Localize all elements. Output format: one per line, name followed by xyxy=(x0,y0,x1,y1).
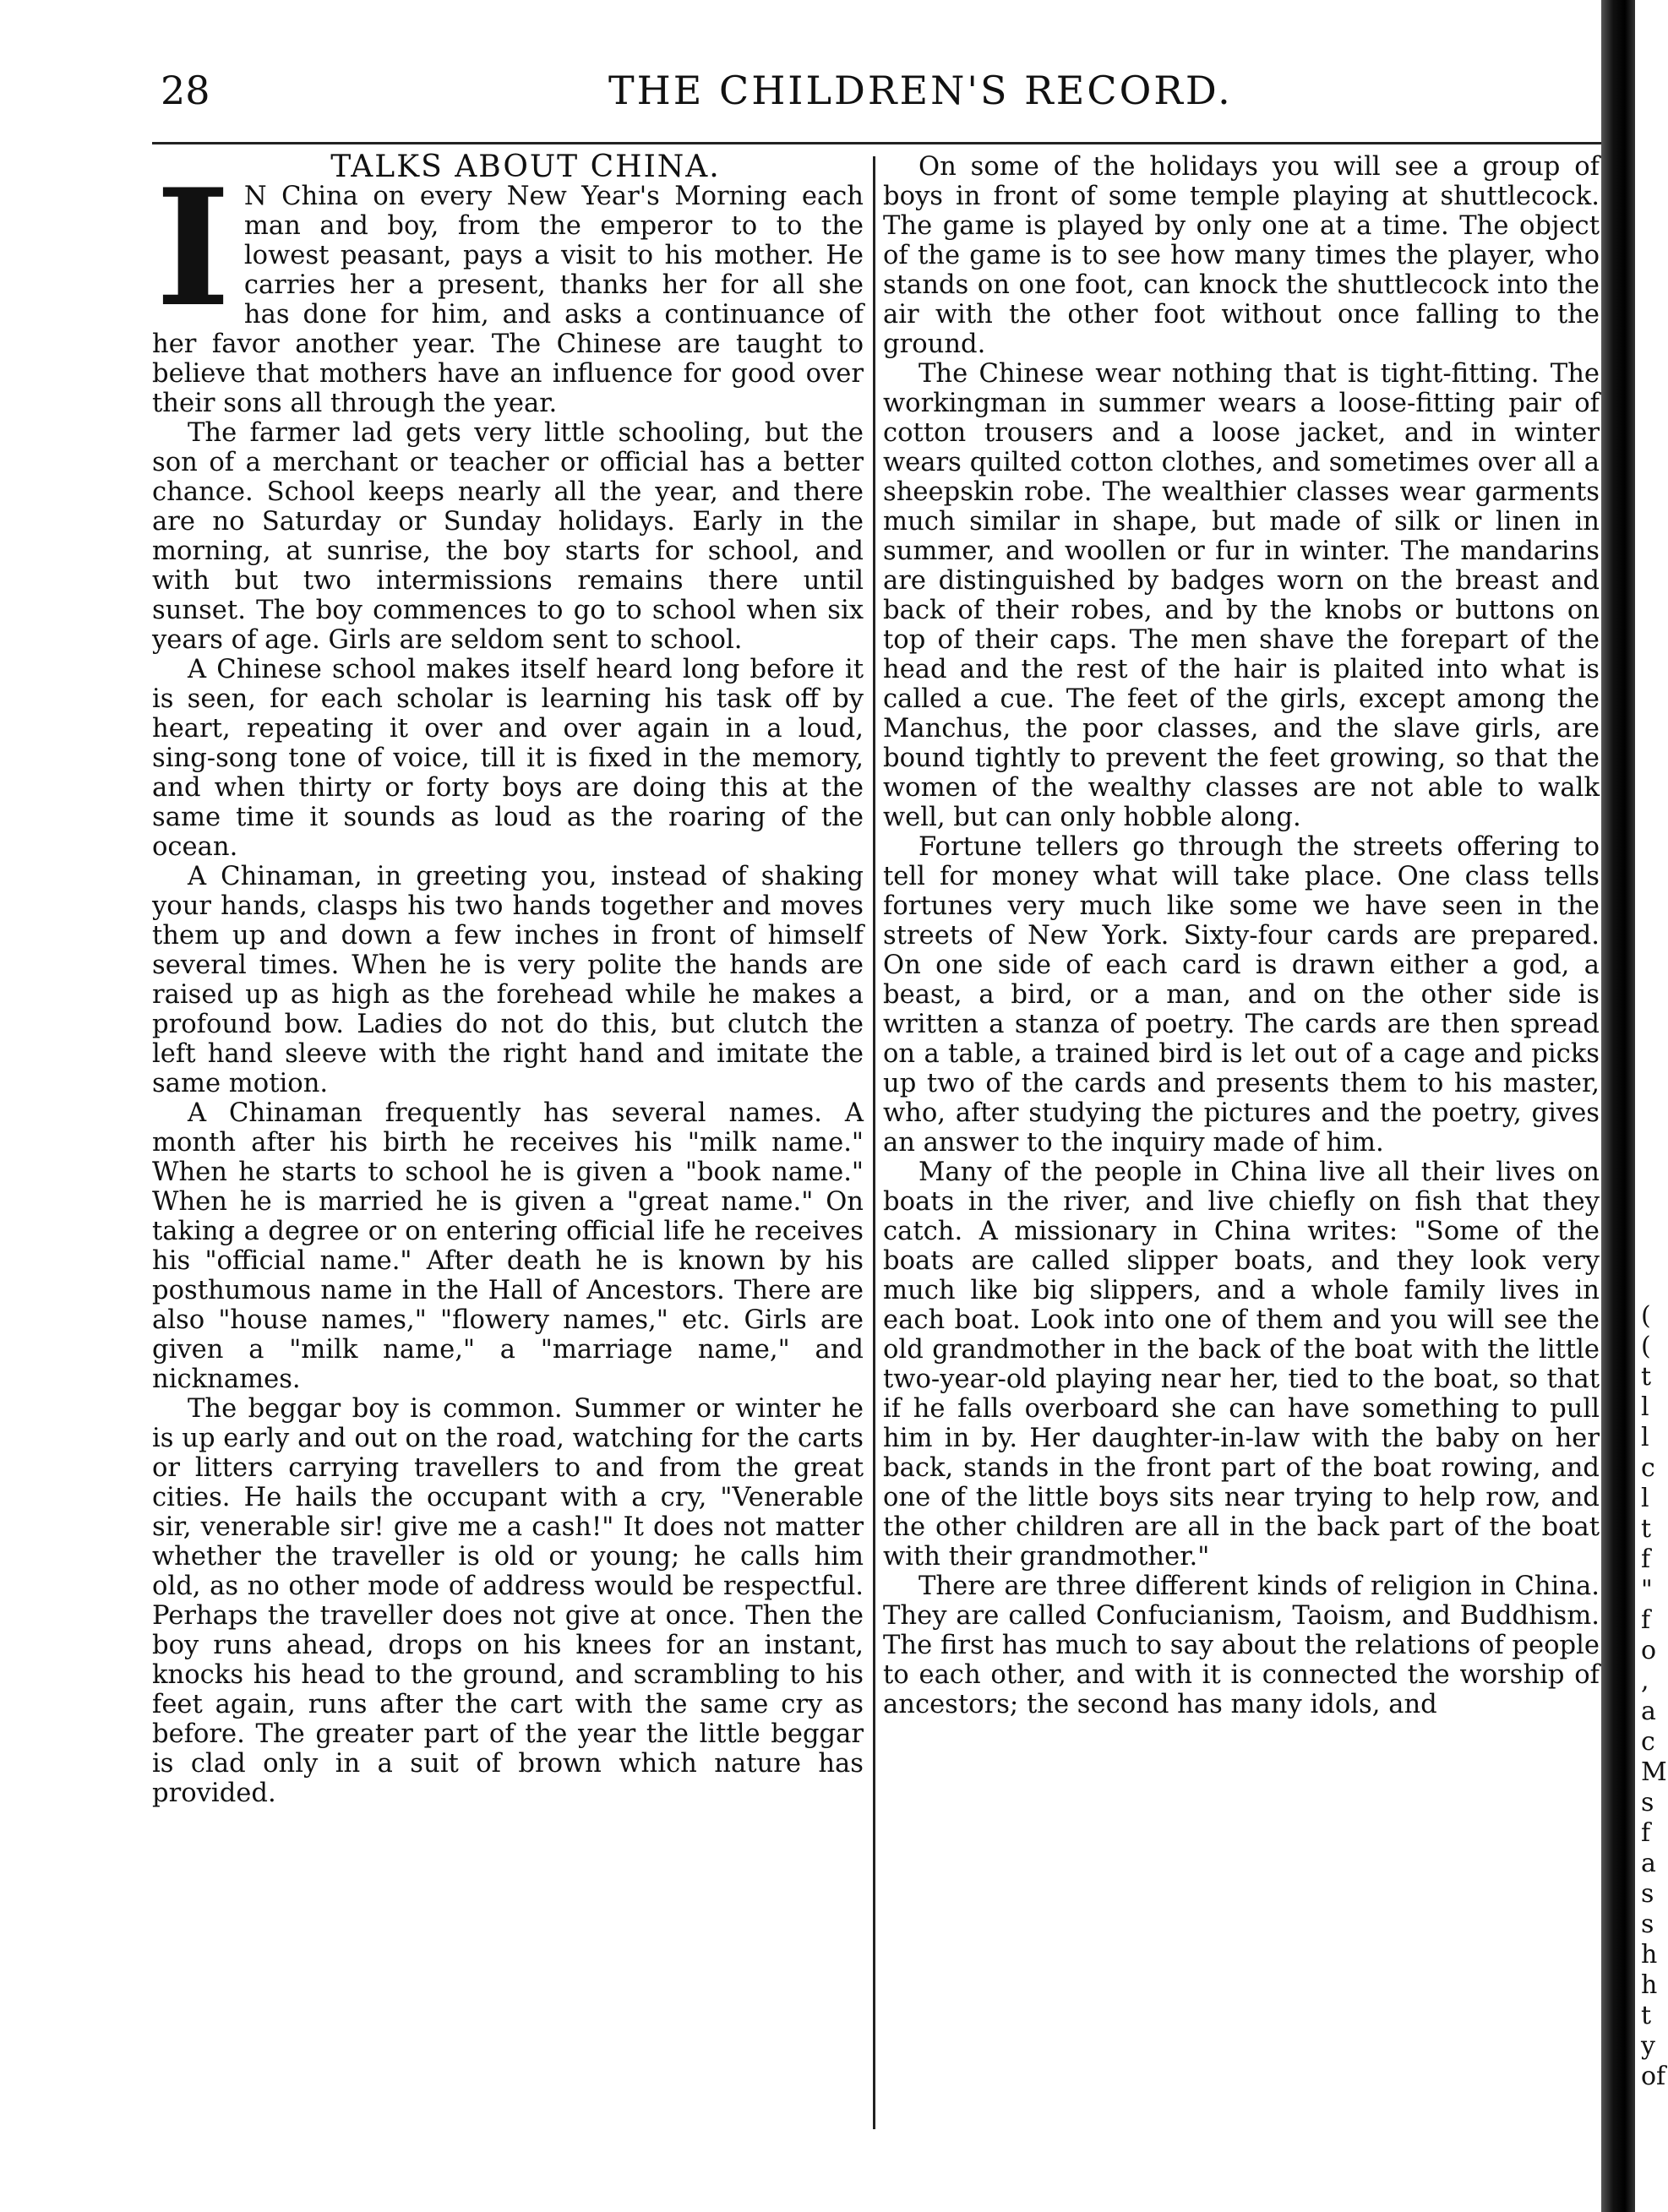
margin-fragment: c xyxy=(1641,1453,1655,1483)
header-rule xyxy=(152,142,1601,144)
paragraph: On some of the holidays you will see a group of boys in front of some temple playing at shuttlecock. The game is played by only one at a time. The object of the game is to see how many times the player, who stands on one foot, can knock the shuttlecock into the air with the other foot without once falling to the ground. xyxy=(883,152,1600,359)
article-title: TALKS ABOUT CHINA. xyxy=(330,150,721,184)
margin-fragment: f xyxy=(1641,1818,1651,1848)
page-edge-shadow xyxy=(1601,0,1635,2212)
page-number: 28 xyxy=(161,68,210,113)
margin-fragment: , xyxy=(1641,1666,1649,1696)
running-title: THE CHILDREN'S RECORD. xyxy=(608,68,1233,113)
page-header xyxy=(152,61,1605,137)
paragraph: The farmer lad gets very little schooling, but the son of a merchant or teacher or official has a better chance. School keeps nearly all the year, and there are no Saturday or Sunday holidays. Early in the morning, at sunrise, the boy starts for school, and with but two intermissions remains there until sunset. The boy commences to go to school when six years of age. Girls are seldom sent to school. xyxy=(152,418,864,655)
paragraph: A Chinaman frequently has several names. A month after his birth he receives his "milk name." When he starts to school he is given a "book name." When he is married he is given a "great name." On taking a degree or on entering official life he receives his "official name." After death he is known by his posthumous name in the Hall of Ancestors. There are also "house names," "flowery names," etc. Girls are given a "milk name," a "marriage name," and nicknames. xyxy=(152,1098,864,1394)
margin-fragment: o xyxy=(1641,1636,1657,1665)
margin-fragment: t xyxy=(1641,1514,1652,1544)
paragraph: A Chinese school makes itself heard long before it is seen, for each scholar is learning his task off by heart, repeating it over and over again in a loud, sing-song tone of voice, till it is fixed in the memory, and when thirty or forty boys are doing this at the same time it sounds as loud as the roaring of the ocean. xyxy=(152,655,864,862)
margin-fragment: s xyxy=(1641,1788,1654,1817)
right-column xyxy=(883,152,1600,1719)
margin-fragment: f xyxy=(1641,1545,1651,1574)
margin-fragment: s xyxy=(1641,1910,1654,1939)
margin-fragment: t xyxy=(1641,2001,1652,2030)
margin-fragment: c xyxy=(1641,1727,1655,1757)
margin-fragment: M xyxy=(1641,1757,1667,1787)
margin-fragment: l xyxy=(1641,1423,1649,1452)
paragraph: There are three different kinds of religion in China. They are called Confucianism, Taoism, and Buddhism. The first has much to say about the relations of people to each other, and with it is connected the worship of ancestors; the second has many idols, and xyxy=(883,1572,1600,1719)
margin-fragment: y xyxy=(1641,2031,1655,2061)
margin-fragment: t xyxy=(1641,1362,1652,1392)
margin-fragment: s xyxy=(1641,1879,1654,1909)
drop-cap: I xyxy=(155,154,231,342)
paragraph: A Chinaman, in greeting you, instead of shaking your hands, clasps his two hands together and moves them up and down a few inches in front of himself several times. When he is very polite the hands are raised up as high as the forehead while he makes a profound bow. Ladies do not do this, but clutch the left hand sleeve with the right hand and imitate the same motion. xyxy=(152,862,864,1098)
column-divider xyxy=(873,156,875,2129)
margin-fragment: ( xyxy=(1641,1332,1651,1361)
paragraph: Fortune tellers go through the streets offering to tell for money what will take place. One class tells fortunes very much like some we have seen in the streets of New York. Sixty-four cards are prepared. On one side of each card is drawn either a god, a beast, a bird, or a man, and on the other side is written a stanza of poetry. The cards are then spread on a table, a trained bird is let out of a cage and picks up two of the cards and presents them to his master, who, after studying the pictures and the poetry, gives an answer to the inquiry made of him. xyxy=(883,832,1600,1158)
margin-fragment: a xyxy=(1641,1849,1656,1878)
margin-fragment: l xyxy=(1641,1484,1649,1513)
margin-fragment: of xyxy=(1641,2062,1666,2091)
margin-fragment: ( xyxy=(1641,1301,1651,1331)
margin-fragment: h xyxy=(1641,1970,1658,2000)
left-column xyxy=(152,152,864,1808)
margin-fragment: f xyxy=(1641,1605,1651,1635)
margin-fragment: l xyxy=(1641,1392,1649,1422)
margin-fragment: h xyxy=(1641,1940,1658,1970)
margin-fragment: a xyxy=(1641,1697,1656,1726)
margin-fragment: " xyxy=(1641,1575,1653,1605)
lead-text: N China on every New Year's Morning each man and boy, from the emperor to to the lowest peasant, pays a visit to his mother. He carries her a present, thanks her for all she has done for him, and asks a continuance of her favor another year. The Chinese are taught to believe that mothers have an influence for good over their sons all through the year. xyxy=(152,182,864,418)
paragraph: The beggar boy is common. Summer or winter he is up early and out on the road, watching for the carts or litters carrying travellers to and from the great cities. He hails the occupant with a cry, "Venerable sir, venerable sir! give me a cash!" It does not matter whether the traveller is old or young; he calls him old, as no other mode of address would be respectful. Perhaps the traveller does not give at once. Then the boy runs ahead, drops on his knees for an instant, knocks his head to the ground, and scrambling to his feet again, runs after the cart with the same cry as before. The greater part of the year the little beggar is clad only in a suit of brown which nature has provided. xyxy=(152,1394,864,1808)
margin-fragments xyxy=(1641,1301,1668,2092)
paragraph: The Chinese wear nothing that is tight-fitting. The workingman in summer wears a loose-fitting pair of cotton trousers and a loose jacket, and in winter wears quilted cotton clothes, and sometimes over all a sheepskin robe. The wealthier classes wear garments much similar in shape, but made of silk or linen in summer, and woollen or fur in winter. The mandarins are distinguished by badges worn on the breast and back of their robes, and by the knobs or buttons on top of their caps. The men shave the forepart of the head and the rest of the hair is plaited into what is called a cue. The feet of the girls, except among the Manchus, the poor classes, and the slave girls, are bound tightly to prevent the feet growing, so that the women of the wealthy classes are not able to walk well, but can only hobble along. xyxy=(883,359,1600,832)
paragraph: Many of the people in China live all their lives on boats in the river, and live chiefly on fish that they catch. A missionary in China writes: "Some of the boats are called slipper boats, and they look very much like big slippers, and a whole family lives in each boat. Look into one of them and you will see the old grandmother in the back of the boat with the little two-year-old playing near her, tied to the boat, so that if he falls overboard she can have something to pull him in by. Her daughter-in-law with the baby on her back, stands in the front part of the boat rowing, and one of the little boys sits near trying to help row, and the other children are all in the back part of the boat with their grandmother." xyxy=(883,1158,1600,1572)
